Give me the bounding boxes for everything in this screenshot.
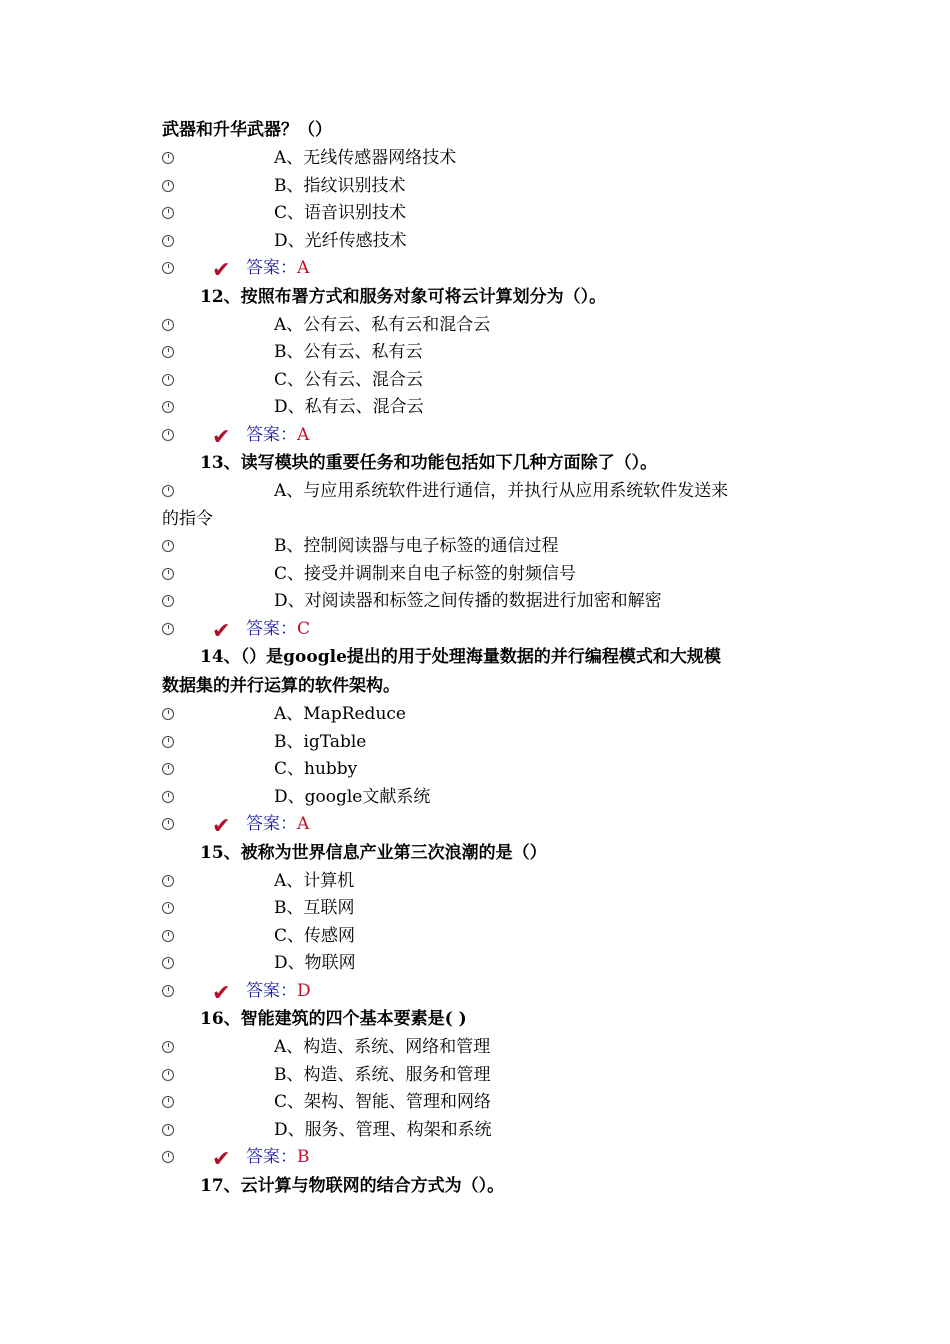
answer-label: 答案：: [246, 424, 297, 445]
radio-icon[interactable]: [162, 595, 174, 607]
checkmark-icon: ✔: [212, 424, 231, 450]
question-title: 15、被称为世界信息产业第三次浪潮的是（）: [200, 842, 547, 863]
answer-row: [162, 1144, 802, 1172]
option-text: A、构造、系统、网络和管理: [274, 1037, 491, 1057]
answer-row: [162, 255, 802, 283]
answer-value: C: [297, 618, 311, 639]
option-text: D、google文献系统: [274, 786, 431, 807]
radio-icon[interactable]: [162, 207, 174, 219]
option-row[interactable]: [162, 228, 802, 256]
answer-row: [162, 811, 802, 839]
option-text: C、架构、智能、管理和网络: [274, 1092, 492, 1112]
checkmark-icon: ✔: [212, 1147, 231, 1172]
option-text: A、与应用系统软件进行通信，并执行从应用系统软件发送来: [274, 481, 729, 501]
option-text: C、传感网: [274, 925, 356, 946]
answer-value: A: [297, 258, 310, 278]
option-text: D、对阅读器和标签之间传播的数据进行加密和解密: [274, 591, 662, 611]
option-text: B、igTable: [274, 731, 367, 752]
option-text: C、接受并调制来自电子标签的射频信号: [274, 563, 577, 584]
answer-label: 答案：: [246, 618, 297, 639]
option-row[interactable]: [162, 868, 802, 896]
option-row[interactable]: [162, 394, 802, 422]
radio-icon[interactable]: [162, 235, 174, 247]
option-row[interactable]: [162, 367, 802, 395]
option-text: D、服务、管理、构架和系统: [274, 1119, 492, 1140]
answer-value: B: [297, 1147, 310, 1167]
option-row[interactable]: [162, 339, 802, 367]
option-text: A、MapReduce: [274, 704, 406, 724]
radio-icon[interactable]: [162, 262, 174, 274]
option-row[interactable]: [162, 1062, 802, 1090]
question-title: 14、（）是google提出的用于处理海量数据的并行编程模式和大规模: [200, 647, 721, 667]
option-row[interactable]: [162, 533, 802, 561]
option-row[interactable]: [162, 950, 802, 978]
radio-icon[interactable]: [162, 374, 174, 386]
question-title: 17、云计算与物联网的结合方式为（）。: [200, 1175, 505, 1196]
answer-value: A: [297, 424, 310, 445]
radio-icon[interactable]: [162, 623, 174, 635]
radio-icon[interactable]: [162, 902, 174, 914]
option-row[interactable]: [162, 200, 802, 228]
option-text: B、互联网: [274, 898, 355, 918]
answer-label: 答案：: [246, 980, 297, 1001]
radio-icon[interactable]: [162, 1041, 174, 1053]
checkmark-icon: ✔: [212, 618, 231, 644]
option-text: A、计算机: [274, 870, 355, 891]
quiz-content: [162, 116, 802, 1201]
option-text: D、私有云、混合云: [274, 397, 424, 417]
option-text: C、语音识别技术: [274, 203, 407, 223]
radio-icon[interactable]: [162, 985, 174, 997]
radio-icon[interactable]: [162, 763, 174, 775]
radio-icon[interactable]: [162, 485, 174, 497]
question-title: 武器和升华武器？（）: [162, 120, 332, 140]
option-row[interactable]: [162, 1034, 802, 1062]
checkmark-icon: ✔: [212, 814, 231, 839]
option-row[interactable]: [162, 729, 802, 757]
question-title: 16、智能建筑的四个基本要素是( ): [200, 1009, 467, 1029]
option-text: B、控制阅读器与电子标签的通信过程: [274, 536, 559, 556]
option-row[interactable]: [162, 784, 802, 812]
radio-icon[interactable]: [162, 736, 174, 748]
option-row[interactable]: [162, 895, 802, 923]
answer-row: [162, 978, 802, 1006]
radio-icon[interactable]: [162, 930, 174, 942]
radio-icon[interactable]: [162, 875, 174, 887]
option-text: C、公有云、混合云: [274, 369, 424, 390]
radio-icon[interactable]: [162, 319, 174, 331]
answer-value: A: [297, 814, 310, 834]
radio-icon[interactable]: [162, 1124, 174, 1136]
question-title: 13、读写模块的重要任务和功能包括如下几种方面除了（）。: [200, 453, 658, 473]
answer-row: [162, 616, 802, 644]
option-text: C、hubby: [274, 759, 358, 779]
answer-label: 答案：: [246, 258, 297, 278]
option-row[interactable]: [162, 1117, 802, 1145]
radio-icon[interactable]: [162, 401, 174, 413]
option-row[interactable]: [162, 756, 802, 784]
option-text: D、光纤传感技术: [274, 230, 407, 251]
option-text-continuation: 的指令: [162, 508, 213, 529]
checkmark-icon: ✔: [212, 980, 231, 1006]
option-row[interactable]: [162, 923, 802, 951]
answer-row: [162, 422, 802, 450]
question-title-continuation: 数据集的并行运算的软件架构。: [162, 676, 400, 696]
radio-icon[interactable]: [162, 429, 174, 441]
radio-icon[interactable]: [162, 540, 174, 552]
option-text: A、无线传感器网络技术: [274, 148, 457, 168]
option-text: B、公有云、私有云: [274, 342, 423, 362]
answer-label: 答案：: [246, 814, 297, 834]
answer-label: 答案：: [246, 1147, 297, 1167]
option-row[interactable]: [162, 145, 802, 173]
option-row[interactable]: [162, 478, 802, 533]
radio-icon[interactable]: [162, 1096, 174, 1108]
radio-icon[interactable]: [162, 818, 174, 830]
radio-icon[interactable]: [162, 180, 174, 192]
option-text: A、公有云、私有云和混合云: [274, 314, 491, 335]
option-row[interactable]: [162, 588, 802, 616]
radio-icon[interactable]: [162, 1069, 174, 1081]
answer-value: D: [297, 980, 311, 1001]
option-row[interactable]: [162, 173, 802, 201]
option-row[interactable]: [162, 1089, 802, 1117]
radio-icon[interactable]: [162, 708, 174, 720]
radio-icon[interactable]: [162, 152, 174, 164]
option-row[interactable]: [162, 701, 802, 729]
checkmark-icon: ✔: [212, 258, 231, 283]
radio-icon[interactable]: [162, 1151, 174, 1163]
radio-icon[interactable]: [162, 346, 174, 358]
radio-icon[interactable]: [162, 568, 174, 580]
option-text: B、构造、系统、服务和管理: [274, 1064, 491, 1085]
radio-icon[interactable]: [162, 957, 174, 969]
option-row[interactable]: [162, 561, 802, 589]
radio-icon[interactable]: [162, 791, 174, 803]
question-title: 12、按照布署方式和服务对象可将云计算划分为（）。: [200, 286, 607, 307]
option-row[interactable]: [162, 312, 802, 340]
option-text: B、指纹识别技术: [274, 175, 406, 196]
option-text: D、物联网: [274, 953, 356, 973]
